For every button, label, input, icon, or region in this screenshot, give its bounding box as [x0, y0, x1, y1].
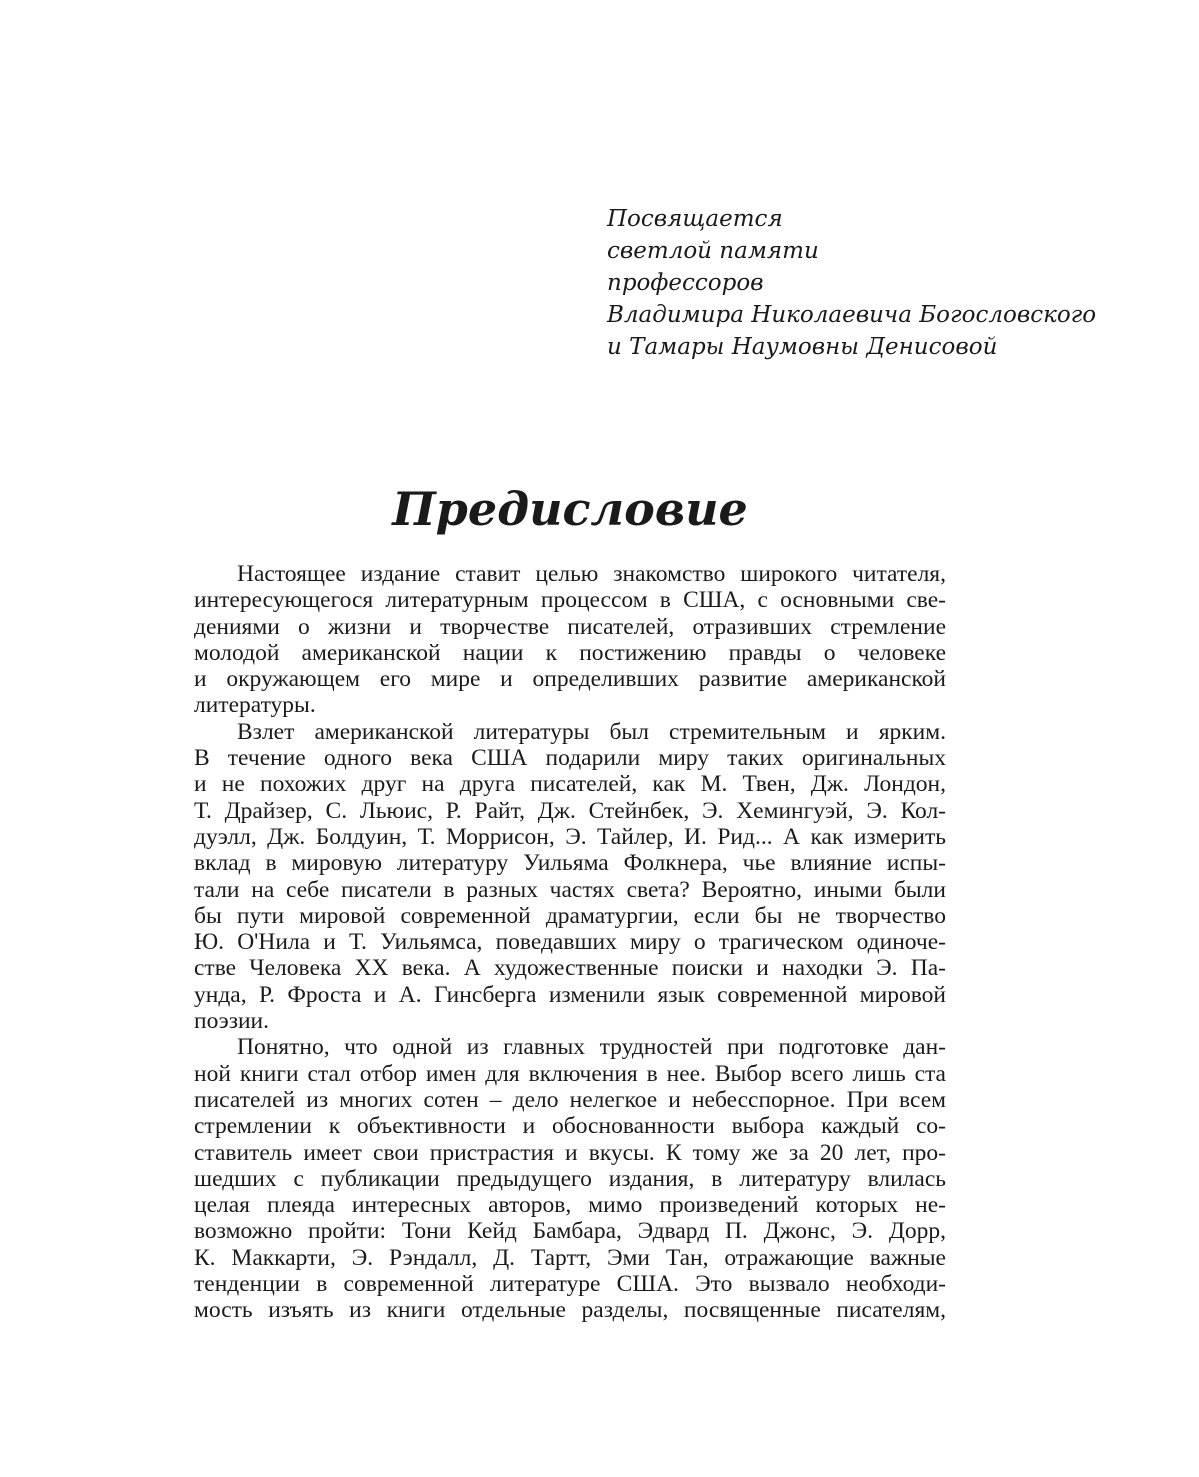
dedication-line: светлой памяти — [607, 238, 819, 264]
text-line: интересующегося литературным процессом в США, с основными све- — [194, 587, 946, 614]
text-line: шедших с публикации предыдущего издания, в литературу влилась — [194, 1165, 946, 1192]
text-line: целая плеяда интересных авторов, мимо произведений которых не- — [194, 1192, 946, 1219]
text-line: молодой американской нации к постижению правды о человеке — [194, 639, 946, 666]
paragraph — [194, 561, 946, 719]
text-line: тенденции в современной литературе США. Это вызвало необходи- — [194, 1271, 946, 1298]
paragraph — [194, 1034, 946, 1323]
text-line: и окружающем его мире и определивших развитие американской — [194, 666, 946, 693]
dedication-line: Владимира Николаевича Богословского — [607, 302, 1097, 328]
text-line: возможно пройти: Тони Кейд Бамбара, Эдвард П. Джонс, Э. Дорр, — [194, 1218, 946, 1245]
text-line: дениями о жизни и творчестве писателей, отразивших стремление — [194, 613, 946, 640]
text-line: мость изъять из книги отдельные разделы, посвященные писателям, — [194, 1297, 946, 1324]
text-line: Понятно, что одной из главных трудностей при подготовке дан- — [237, 1034, 946, 1061]
dedication-line: профессоров — [607, 270, 764, 296]
text-line: К. Маккарти, Э. Рэндалл, Д. Тартт, Эми Тан, отражающие важные — [194, 1244, 946, 1271]
text-line: тали на себе писатели в разных частях света? Вероятно, иными были — [194, 876, 946, 903]
dedication — [607, 203, 1167, 363]
paragraph — [194, 719, 946, 1035]
text-line: ной книги стал отбор имен для включения в нее. Выбор всего лишь ста — [194, 1060, 946, 1087]
text-line: вклад в мировую литературу Уильяма Фолкнера, чье влияние испы- — [194, 850, 946, 877]
text-line: литературы. — [194, 692, 316, 719]
text-line: Настоящее издание ставит целью знакомство широкого читателя, — [237, 561, 946, 587]
text-line: бы пути мировой современной драматургии, если бы не творчество — [194, 902, 946, 929]
text-line: дуэлл, Дж. Болдуин, Т. Моррисон, Э. Тайлер, И. Рид... А как измерить — [194, 823, 946, 850]
text-line: унда, Р. Фроста и А. Гинсберга изменили язык современной мировой — [194, 981, 946, 1008]
text-line: поэзии. — [194, 1008, 270, 1035]
text-line: писателей из многих сотен – дело нелегкое и небесспорное. При всем — [194, 1086, 946, 1113]
text-line: Т. Драйзер, С. Льюис, Р. Райт, Дж. Стейнбек, Э. Хемингуэй, Э. Кол- — [194, 797, 946, 824]
text-line: и не похожих друг на друга писателей, как М. Твен, Дж. Лондон, — [194, 771, 946, 798]
text-line: стве Человека XX века. А художественные поиски и находки Э. Па- — [194, 955, 946, 982]
dedication-line: и Тамары Наумовны Денисовой — [607, 334, 998, 360]
text-line: Ю. О'Нила и Т. Уильямса, поведавших миру о трагическом одиноче- — [194, 929, 946, 956]
text-line: ставитель имеет свои пристрастия и вкусы. К тому же за 20 лет, про- — [194, 1139, 946, 1166]
text-line: В течение одного века США подарили миру таких оригинальных — [194, 745, 946, 772]
text-line: стремлении к объективности и обоснованности выбора каждый со- — [194, 1113, 946, 1140]
text-line: Взлет американской литературы был стремительным и ярким. — [237, 718, 946, 745]
page-title: Предисловие — [392, 482, 748, 536]
preface-body — [194, 561, 946, 1324]
dedication-line: Посвящается — [607, 206, 783, 232]
